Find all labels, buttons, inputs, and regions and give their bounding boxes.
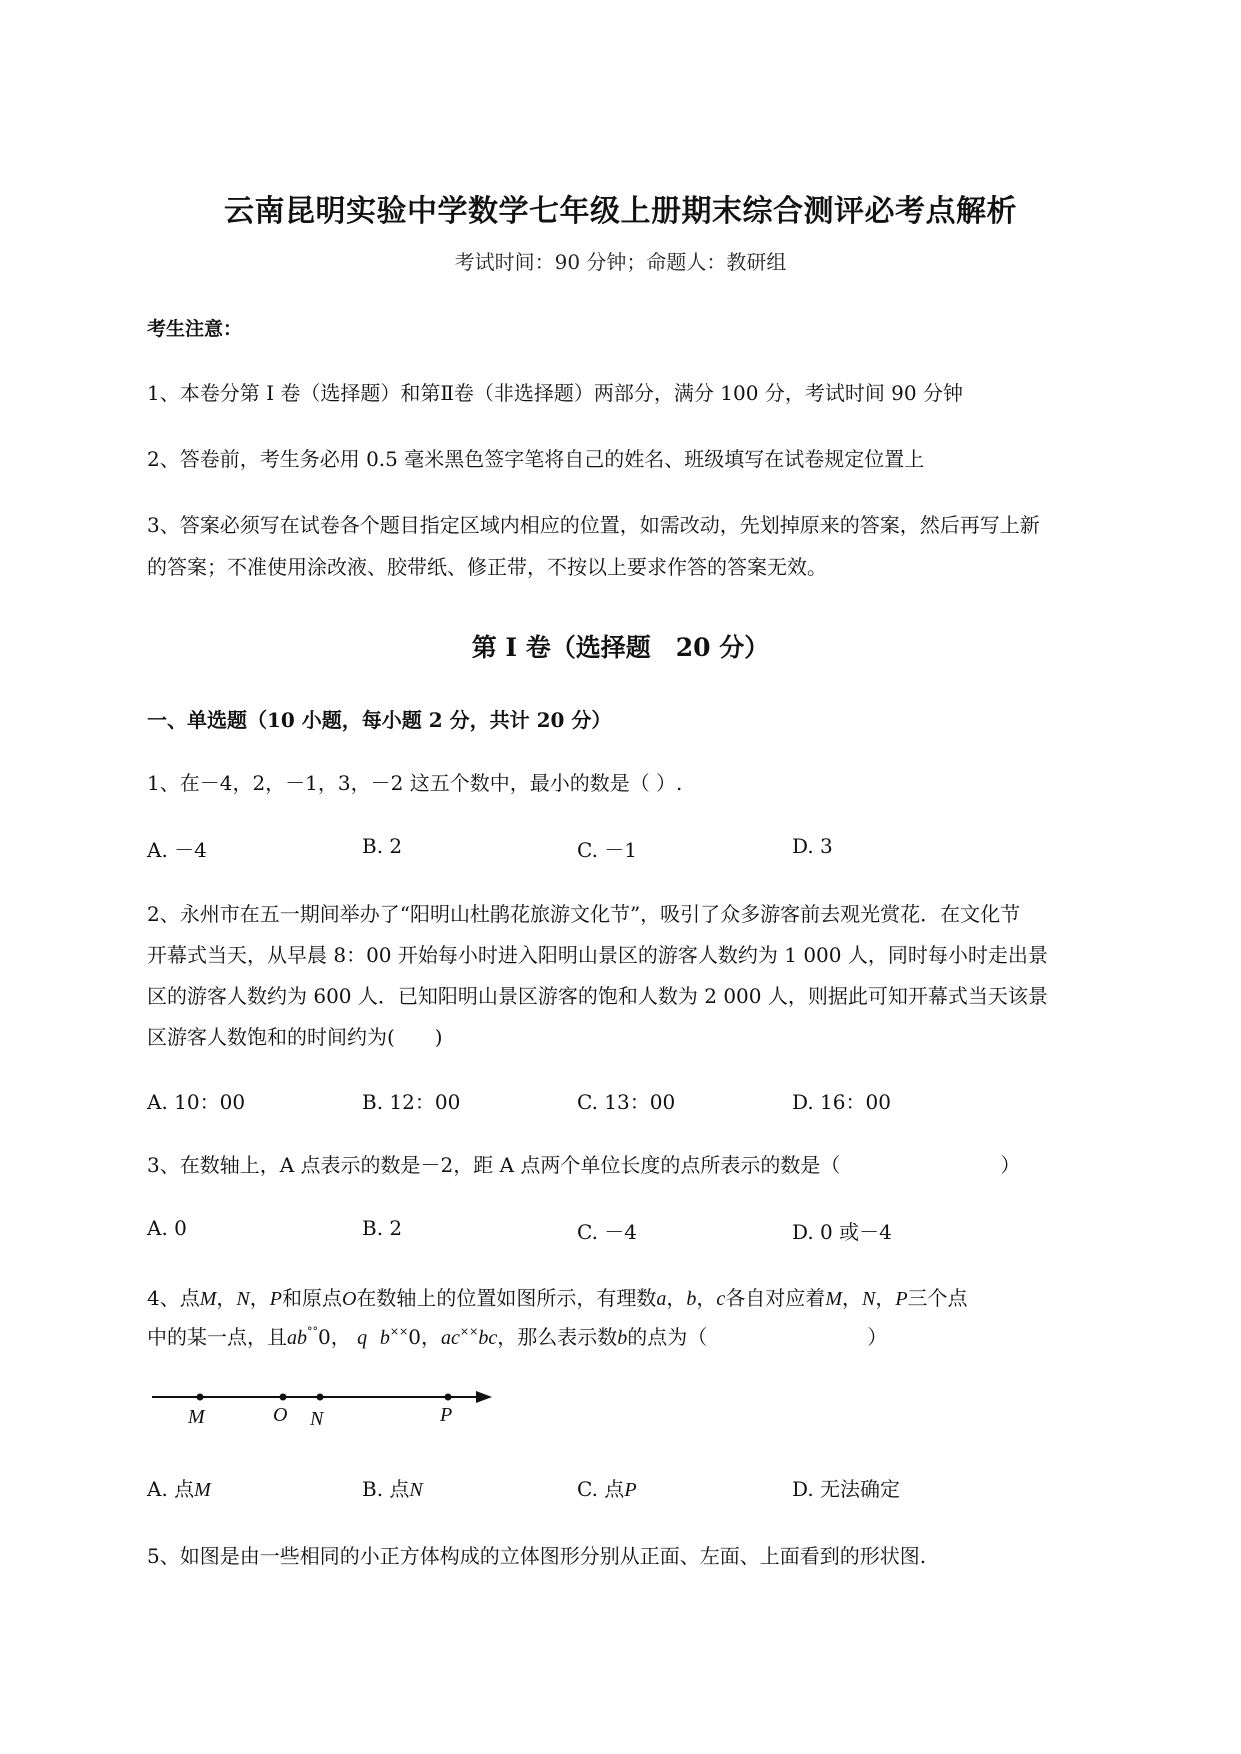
part-title: 一、单选题（10 小题，每小题 2 分，共计 20 分） [147, 708, 612, 732]
number-line-arrow [476, 1391, 492, 1403]
q4-option-d: D. 无法确定 [792, 1477, 901, 1501]
q4-option-a: A. 点M [147, 1477, 211, 1501]
question-2-line-1: 2、永州市在五一期间举办了“阳明山杜鹃花旅游文化节”，吸引了众多游客前去观光赏花．在文化节 [147, 902, 1021, 926]
notice-item-3-cont: 的答案；不准使用涂改液、胶带纸、修正带，不按以上要求作答的答案无效。 [147, 555, 827, 579]
question-2-line-3: 区的游客人数约为 600 人．已知阳明山景区游客的饱和人数为 2 000 人，则据此可知开幕式当天该景 [147, 984, 1048, 1008]
question-4-line-1: 4、点M，N，P和原点O在数轴上的位置如图所示，有理数a，b，c各自对应着M，N，P三个点 [147, 1286, 968, 1310]
exam-info: 考试时间：90 分钟；命题人：教研组 [454, 250, 787, 274]
label-m: M [188, 1406, 205, 1428]
notice-item-2: 2、答卷前，考生务必用 0.5 毫米黑色签字笔将自己的姓名、班级填写在试卷规定位置上 [147, 447, 925, 471]
q3-option-b: B. 2 [362, 1216, 403, 1240]
q3-option-c: C. －4 [577, 1220, 638, 1244]
point-n [317, 1394, 324, 1401]
label-p: P [440, 1404, 453, 1426]
question-3: 3、在数轴上，A 点表示的数是－2，距 A 点两个单位长度的点所表示的数是（ ） [147, 1153, 1021, 1177]
notice-item-1: 1、本卷分第 I 卷（选择题）和第Ⅱ卷（非选择题）两部分，满分 100 分，考试时间 90 分钟 [147, 381, 963, 405]
q2-option-d: D. 16：00 [792, 1090, 891, 1114]
question-4-line-2: 中的某一点，且ab°°0， q b××0，ac××bc，那么表示数b的点为（ ） [147, 1325, 888, 1349]
point-m [197, 1394, 204, 1401]
q4-option-b: B. 点N [362, 1477, 423, 1501]
q1-option-d: D. 3 [792, 834, 833, 858]
question-2-line-2: 开幕式当天，从早晨 8：00 开始每小时进入阳明山景区的游客人数约为 1 000 人，同时每小时走出景 [147, 943, 1048, 967]
q1-option-c: C. －1 [577, 838, 638, 862]
q1-option-a: A. －4 [147, 838, 207, 862]
label-o: O [273, 1404, 288, 1426]
q4-option-c: C. 点P [577, 1477, 637, 1501]
q3-option-d: D. 0 或－4 [792, 1220, 892, 1244]
notice-item-3: 3、答案必须写在试卷各个题目指定区域内相应的位置，如需改动，先划掉原来的答案，然后再写上新 [147, 513, 1040, 537]
point-p [445, 1394, 452, 1401]
notice-heading: 考生注意： [147, 318, 243, 340]
question-5: 5、如图是由一些相同的小正方体构成的立体图形分别从正面、左面、上面看到的形状图. [147, 1544, 927, 1568]
question-1: 1、在－4，2，－1，3，－2 这五个数中，最小的数是（ ）. [147, 771, 683, 795]
q2-option-c: C. 13：00 [577, 1090, 676, 1114]
section-title: 第 I 卷（选择题 20 分） [471, 633, 770, 662]
number-line-figure [140, 1378, 500, 1428]
q3-option-a: A. 0 [147, 1216, 187, 1240]
question-2-line-4: 区游客人数饱和的时间约为( ) [147, 1025, 443, 1049]
point-o [280, 1394, 287, 1401]
q1-option-b: B. 2 [362, 834, 403, 858]
q2-option-b: B. 12：00 [362, 1090, 461, 1114]
page-title: 云南昆明实验中学数学七年级上册期末综合测评必考点解析 [224, 194, 1017, 229]
q2-option-a: A. 10：00 [147, 1090, 246, 1114]
label-n: N [310, 1408, 324, 1428]
